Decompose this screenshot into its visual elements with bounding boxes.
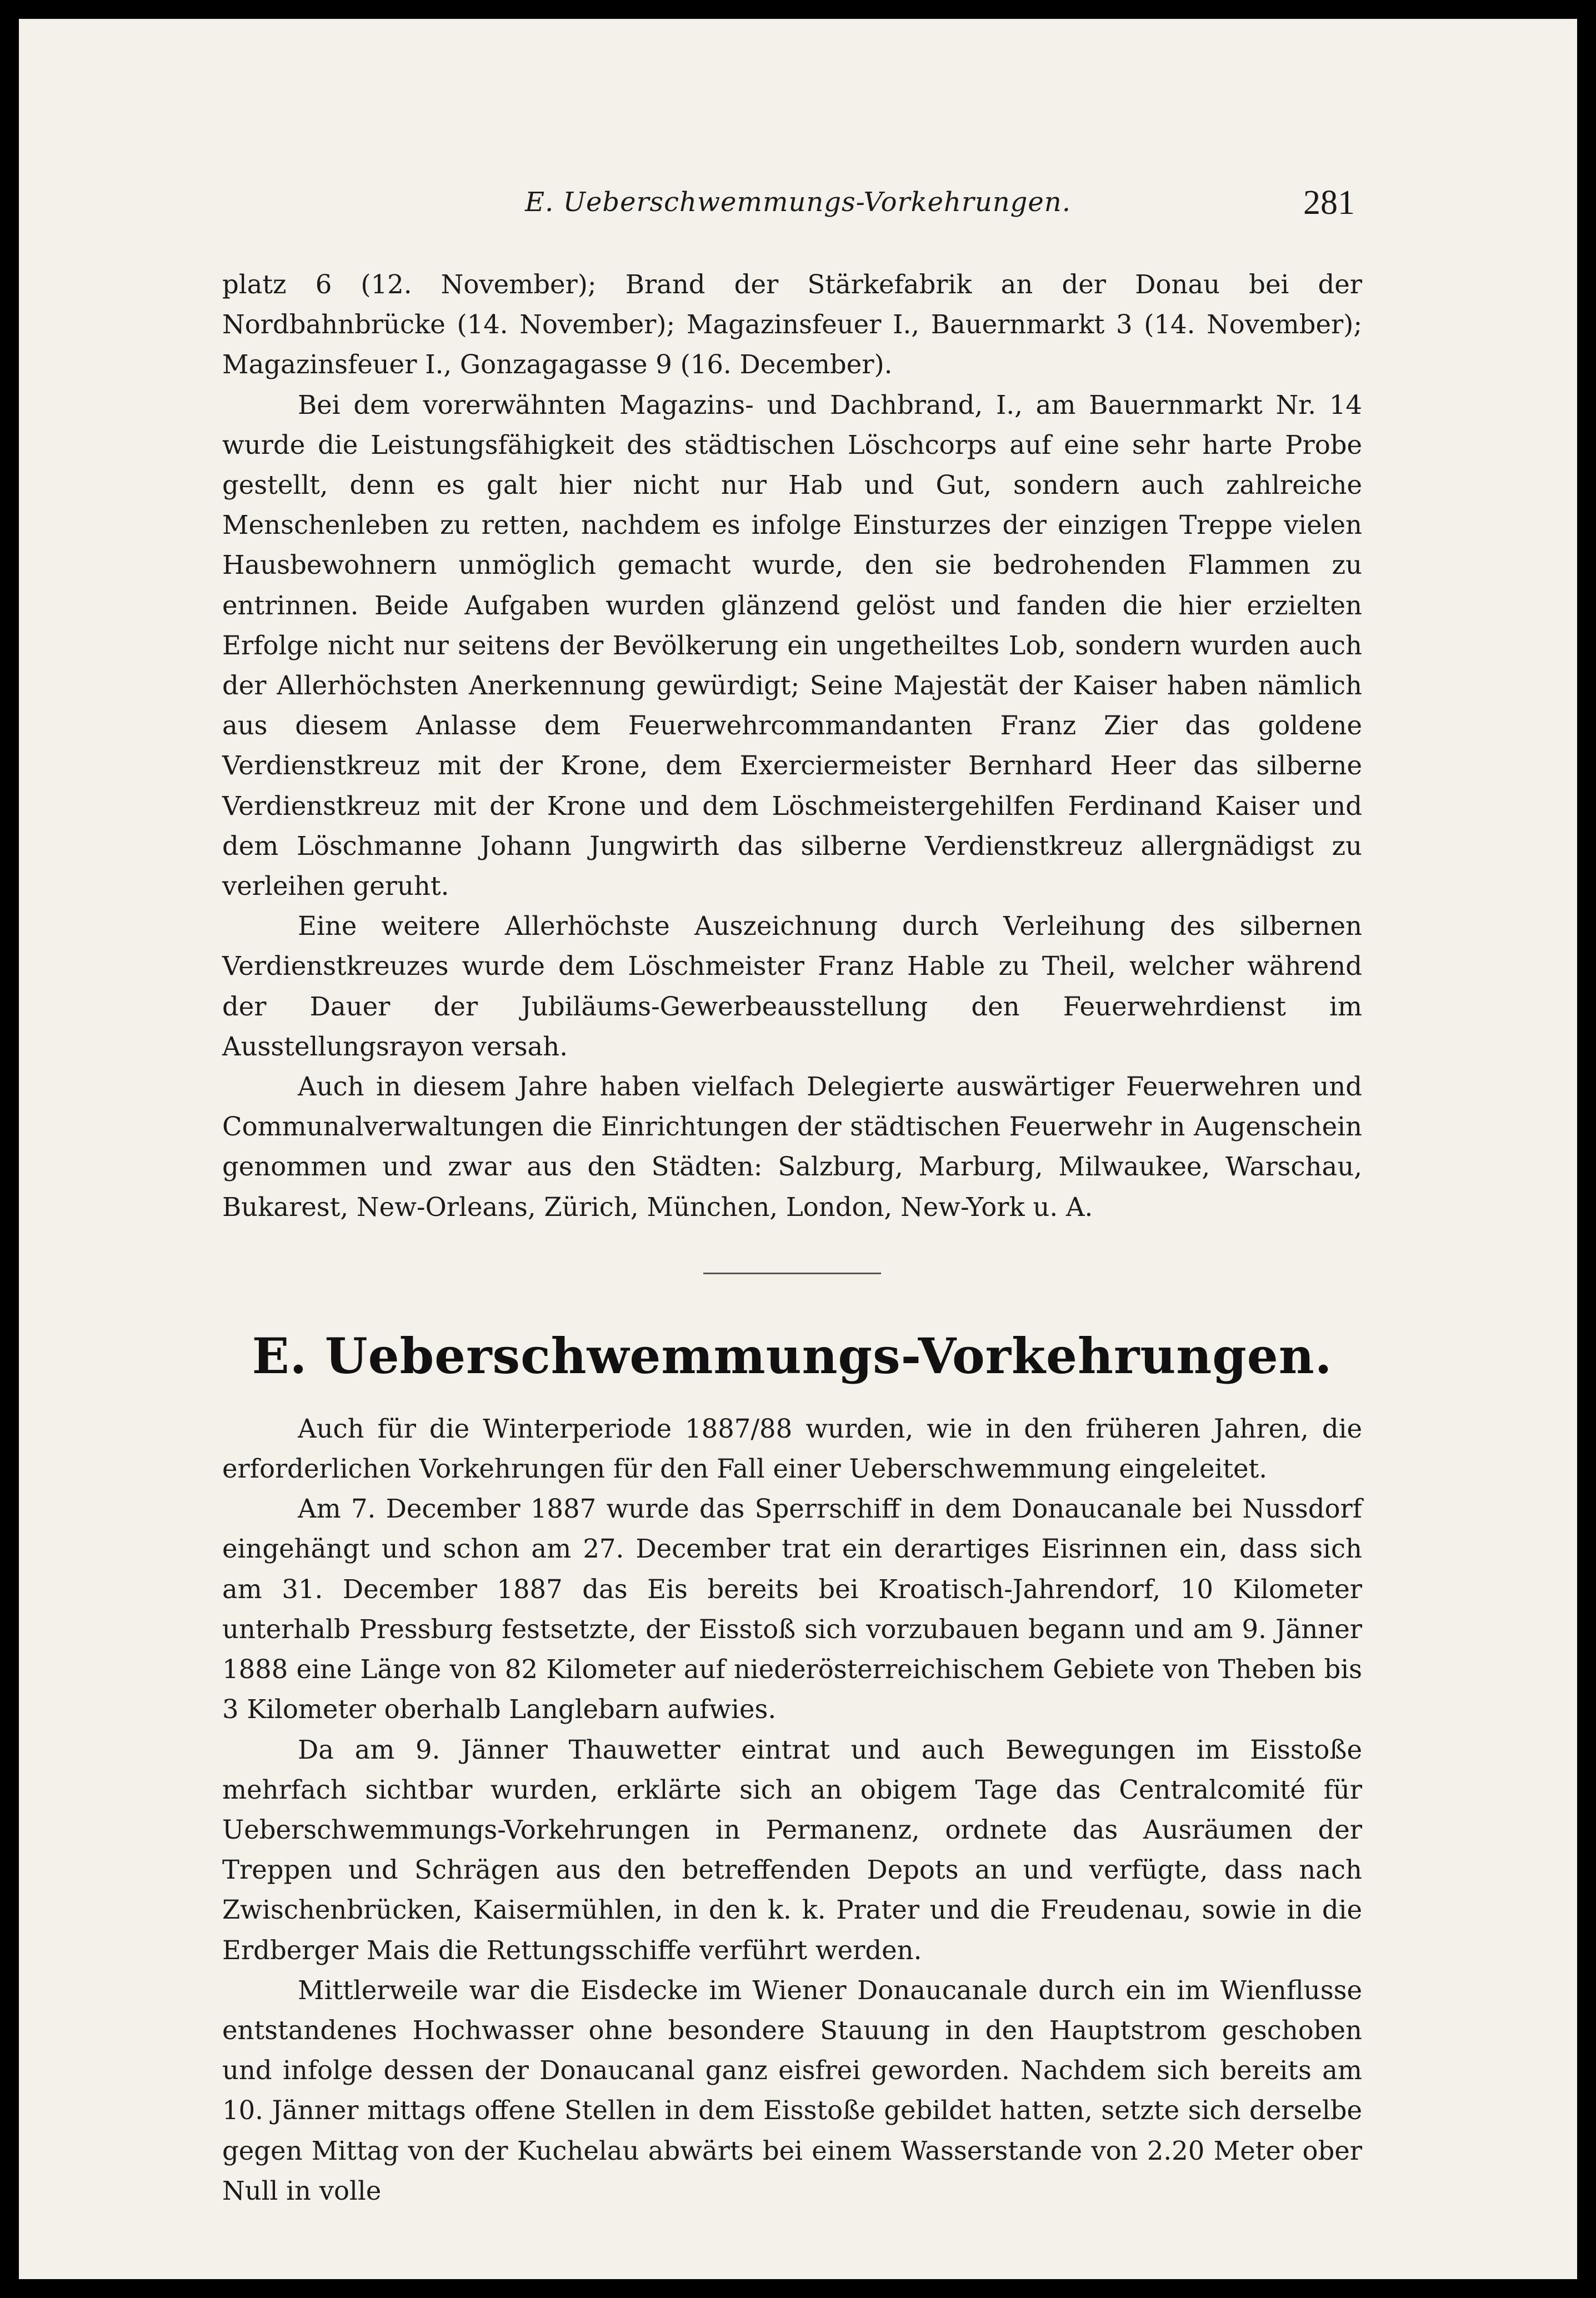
running-title: E. Ueberschwemmungs-Vorkehrungen. (525, 187, 1071, 218)
paragraph: Mittlerweile war die Eisdecke im Wiener Donaucanale durch ein im Wienflusse entstandenes Hochwasser ohne besondere Stauung in den Hauptstrom geschoben und infolge dessen der Donaucanal ganz eisfrei geworden. Nachdem sich bereits am 10. Jänner mittags offene Stellen in dem Eisstoße gebildet hatten, setzte sich derselbe gegen Mittag von der Kuchelau abwärts bei einem Wasserstande von 2.20 Meter ober Null in volle (222, 1975, 1362, 2206)
paragraph: Da am 9. Jänner Thauwetter eintrat und auch Bewegungen im Eisstoße mehrfach sichtbar wurden, erklärte sich an obigem Tage das Centralcomité für Ueberschwemmungs-Vorkehrungen in Permanenz, ordnete das Ausräumen der Treppen und Schrägen aus den betreffenden Depots an und verfügte, dass nach Zwischenbrücken, Kaisermühlen, in den k. k. Prater und die Freudenau, sowie in die Erdberger Mais die Rettungsschiffe verführt werden. (222, 1734, 1362, 1965)
paragraph: Auch in diesem Jahre haben vielfach Delegierte auswärtiger Feuerwehren und Communalverwaltungen die Einrichtungen der städtischen Feuerwehr in Augenschein genommen und zwar aus den Städten: Salzburg, Marburg, Milwaukee, Warschau, Bukarest, New-Orleans, Zürich, München, London, New-York u. A. (222, 1072, 1362, 1222)
section-heading: E. Ueberschwemmungs-Vorkehrungen. (252, 1326, 1333, 1385)
paragraph: Eine weitere Allerhöchste Auszeichnung durch Verleihung des silbernen Verdienstkreuzes wurde dem Löschmeister Franz Hable zu Theil, welcher während der Dauer der Jubiläums-Gewerbeausstellung den Feuerwehrdienst im Ausstellungsrayon versah. (222, 911, 1362, 1062)
document-page (19, 19, 1577, 2279)
paragraph: platz 6 (12. November); Brand der Stärkefabrik an der Donau bei der Nordbahnbrücke (14. November); Magazinsfeuer I., Bauernmarkt 3 (14. November); Magazinsfeuer I., Gonzagagasse 9 (16. December). (222, 269, 1362, 380)
page-number: 281 (1303, 184, 1355, 222)
paragraph: Bei dem vorerwähnten Magazins- und Dachbrand, I., am Bauernmarkt Nr. 14 wurde die Leistungsfähigkeit des städtischen Löschcorps auf eine sehr harte Probe gestellt, denn es galt hier nicht nur Hab und Gut, sondern auch zahlreiche Menschenleben zu retten, nachdem es infolge Einsturzes der einzigen Treppe vielen Hausbewohnern unmöglich gemacht wurde, den sie bedrohenden Flammen zu entrinnen. Beide Aufgaben wurden glänzend gelöst und fanden die hier erzielten Erfolge nicht nur seitens der Bevölkerung ein ungetheiltes Lob, sondern wurden auch der Allerhöchsten Anerkennung gewürdigt; Seine Majestät der Kaiser haben nämlich aus diesem Anlasse dem Feuerwehrcommandanten Franz Zier das goldene Verdienstkreuz mit der Krone, dem Exerciermeister Bernhard Heer das silberne Verdienstkreuz mit der Krone und dem Löschmeistergehilfen Ferdinand Kaiser und dem Löschmanne Johann Jungwirth das silberne Verdienstkreuz allergnädigst zu verleihen geruht. (222, 389, 1362, 902)
running-header (19, 184, 1577, 231)
paragraph: Am 7. December 1887 wurde das Sperrschiff in dem Donaucanale bei Nussdorf eingehängt und schon am 27. December trat ein derartiges Eisrinnen ein, dass sich am 31. December 1887 das Eis bereits bei Kroatisch-Jahrendorf, 10 Kilometer unterhalb Pressburg festsetzte, der Eisstoß sich vorzubauen begann und am 9. Jänner 1888 eine Länge von 82 Kilometer auf niederösterreichischem Gebiete von Theben bis 3 Kilometer oberhalb Langlebarn aufwies. (222, 1494, 1362, 1725)
paragraph: Auch für die Winterperiode 1887/88 wurden, wie in den früheren Jahren, die erforderlichen Vorkehrungen für den Fall einer Ueberschwemmung eingeleitet. (222, 1413, 1362, 1484)
body-text (222, 264, 1362, 2211)
section-divider (703, 1273, 881, 1274)
